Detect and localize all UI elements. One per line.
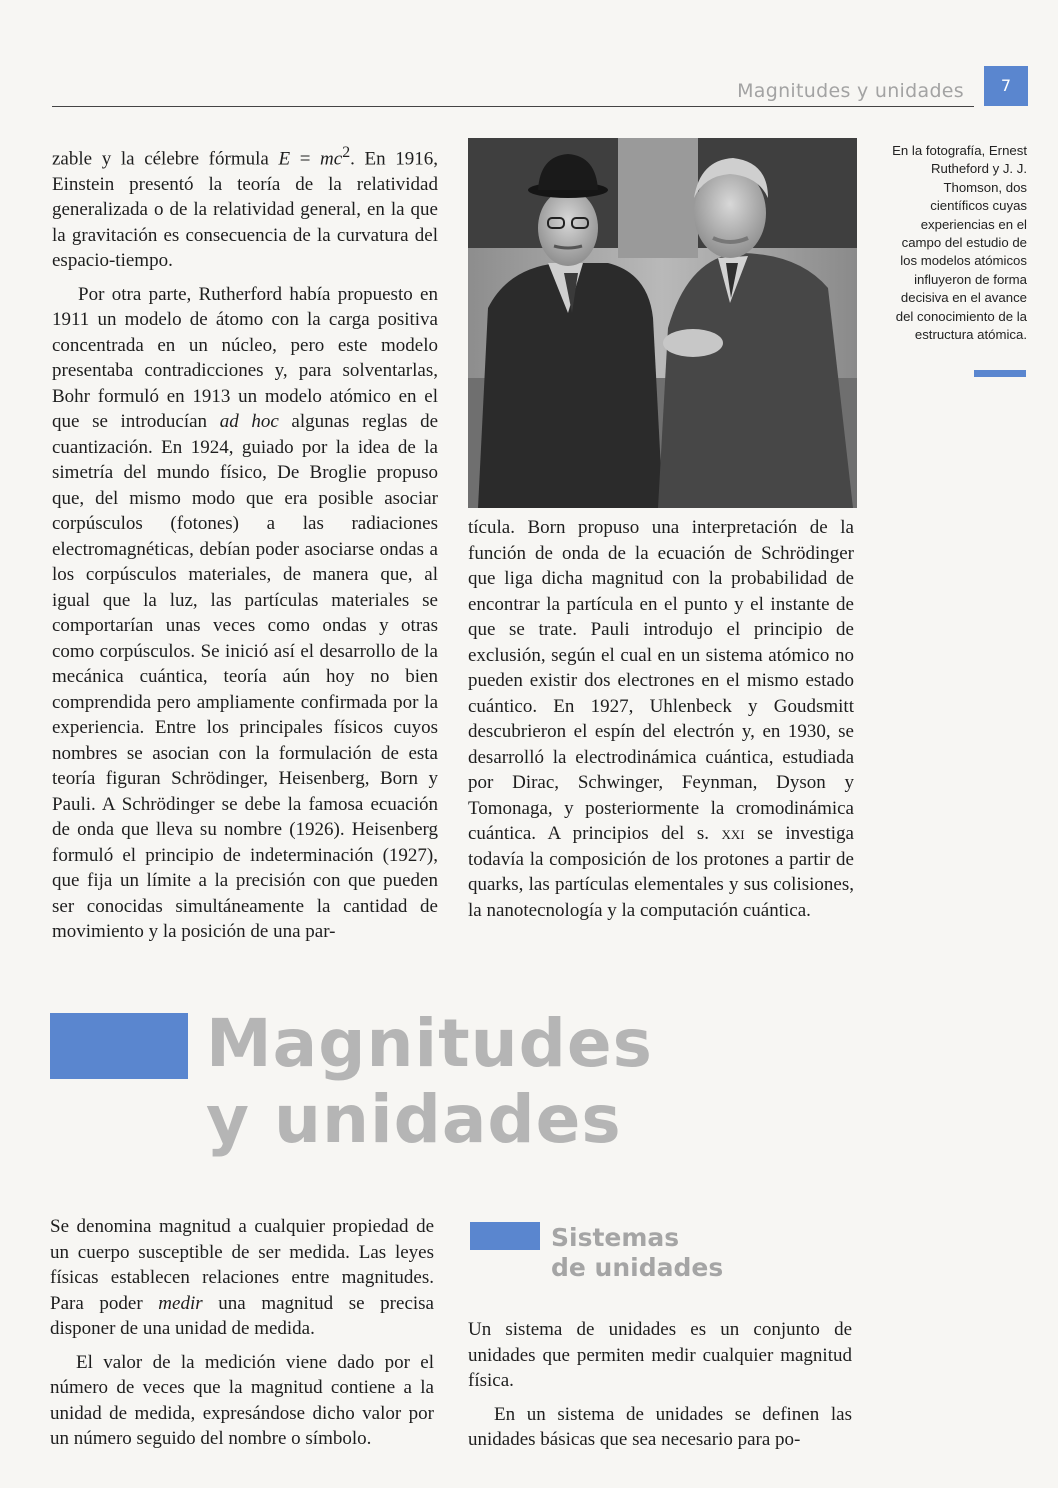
text-run: una magnitud se precisa disponer de una unidad de medida. <box>50 1292 434 1339</box>
right-column <box>468 515 854 923</box>
section-title <box>206 1006 653 1158</box>
math-var: E <box>278 148 291 170</box>
bottom-right-column <box>468 1317 852 1453</box>
italic-text: medir <box>158 1292 203 1314</box>
subsection-title <box>551 1223 723 1283</box>
left-column <box>52 140 438 945</box>
section-accent-block <box>50 1013 188 1079</box>
text-run: = <box>290 148 321 170</box>
text-run: Se denomina magnitud a cualquier propiedad de un cuerpo susceptible de ser medida. Las leyes físicas establecen relaciones entre magnitudes. Para poder <box>50 1216 434 1314</box>
caption-accent-bar <box>974 370 1026 377</box>
small-caps-text: xxi <box>721 823 745 844</box>
bottom-left-paragraph-2: El valor de la medición viene dado por el número de veces que la magnitud contiene a la unidad de medida, expresándose dicho valor por un número seguido del nombre o símbolo. <box>50 1351 434 1449</box>
text-run: zable y la célebre fórmula <box>52 148 279 170</box>
text-run: tícula. Born propuso una interpretación de la función de onda de la ecuación de Schrödinger que liga dicha magnitud con la probabilidad de encontrar la partícula en el punto y el instante de que se trate. Pauli introdujo el principio de exclusión, según el cual en un sistema atómico no pueden existir dos electrones en el mismo estado cuántico. En 1927, Uhlenbeck y Goudsmitt descubrieron el espín del electrón y, en 1930, se desarrolló la electrodinámica cuántica, estudiada por Dirac, Schwinger, Feynman, Dyson y Tomonaga, y posteriormente la cromodinámica cuántica. A principios del s. <box>468 517 854 844</box>
subsection-accent-block <box>470 1222 540 1250</box>
section-title-line-1: Magnitudes <box>206 1005 653 1082</box>
left-paragraph-2 <box>52 282 438 945</box>
section-title-line-2: y unidades <box>206 1081 622 1158</box>
subsection-title-line-1: Sistemas <box>551 1223 680 1252</box>
bottom-left-paragraph-1 <box>50 1214 434 1342</box>
italic-text: ad hoc <box>219 411 279 433</box>
math-exponent: 2 <box>342 144 351 161</box>
math-var: mc <box>320 148 343 170</box>
bottom-right-paragraph-1: Un sistema de unidades es un conjunto de unidades que permiten medir cualquier magnitud física. <box>468 1319 852 1391</box>
text-run: Por otra parte, Rutherford había propuesto en 1911 un modelo de átomo con la carga positiva concentrada en un núcleo, pero este modelo presentaba contradicciones y, para solventarlas, Bohr formuló en 1913 un modelo atómico en el que se introducían <box>52 283 438 433</box>
right-paragraph-1 <box>468 515 854 923</box>
page-number: 7 <box>984 66 1028 106</box>
text-run: algunas reglas de cuantización. En 1924, guiado por la idea de la simetría del mundo físico, De Broglie propuso que, del mismo modo que era posible asociar corpúsculos (fotones) a las radiaciones electromagnéticas, debían poder asociarse ondas a los corpúsculos materiales, de manera que, al igual que la luz, las partículas materiales se comportarían unas veces como ondas y otras como corpúsculos. Se inició así el desarrollo de la mecánica cuántica, teoría aún hoy no bien comprendida pero ampliamente confirmada por la experiencia. Entre los principales físicos cuyos nombres se asocian con la formulación de esta teoría figuran Schrödinger, Heisenberg, Born y Pauli. A Schrödinger se debe la famosa ecuación de onda que lleva su nombre (1926). Heisenberg formuló el principio de indeterminación (1927), que fija un límite a la precisión con que pueden ser conocidas simultáneamente la cantidad de movimiento y la posición de una par- <box>52 411 438 943</box>
subsection-title-line-2: de unidades <box>551 1253 724 1282</box>
text-run: se investiga todavía la composición de los protones a partir de quarks, las partículas elementales y sus colisiones, la nanotecnología y la computación cuántica. <box>468 823 854 921</box>
left-paragraph-1 <box>52 140 438 274</box>
photo-caption: En la fotografía, Ernest Rutheford y J. J. Thomson, dos científicos cuyas experiencias en el campo del estudio de los modelos atómicos influyeron de forma decisiva en el avance del conocimiento de la estructura atómica. <box>892 143 1027 343</box>
photograph <box>468 138 857 508</box>
text-run: . En 1916, Einstein presentó la teoría de la relatividad generalizada o de la relatividad general, en la que la gravitación es consecuencia de la curvatura del espacio-tiempo. <box>52 148 438 272</box>
bottom-right-paragraph-2: En un sistema de unidades se definen las unidades básicas que sea necesario para po- <box>468 1403 852 1450</box>
bottom-left-column <box>50 1214 434 1452</box>
running-title: Magnitudes y unidades <box>737 80 964 102</box>
header-rule <box>52 106 974 107</box>
